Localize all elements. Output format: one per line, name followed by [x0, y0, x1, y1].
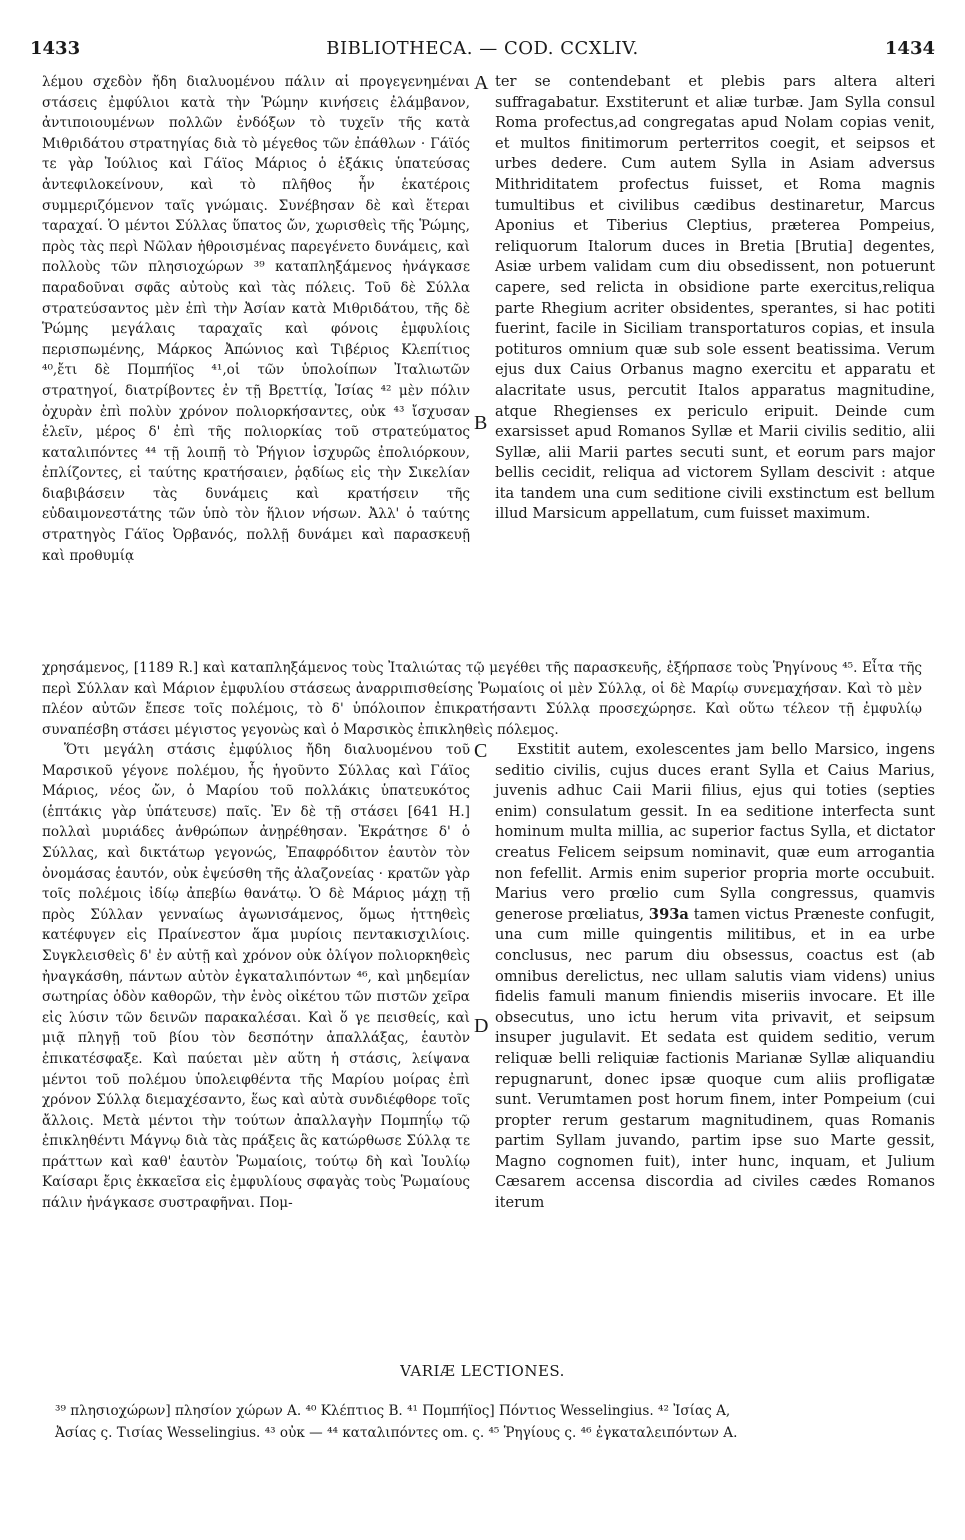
greek-full-width-block [42, 658, 922, 740]
greek-column-bottom [42, 740, 470, 1214]
greek-column-top [42, 72, 470, 566]
page-header [30, 38, 935, 66]
margin-letter-b: B [474, 412, 488, 434]
latin-text-2b: tamen victus Præneste confugit, una cum mille quingentis militibus, et in ea urbe conclusus, nec parum diu obsessus, coactus est (ab omnibus derelictus, nec ullam salutis viam videns) unius fidelis famuli manum finiendis miseriis invocare. Et ille obsecutus, uno ictu herum vita privavit, et seipsum insuper jugulavit. Et sedata est quidem seditio, verum reliquæ belli reliquiæ factionis Marianæ Syllæ aliquandiu repugnarunt, donec ipsæ quoque cum aliis profligatæ sunt. Verumtamen post horum finem, inter Pompeium (cui propter rerum gestarum magnitudinem, quas Romanis partim Syllam juvando, partim ipse suo Marte gessit, Magno cognomen fuit), inter hunc, inquam, et Julium Cæsarem accensa discordia ad civiles cædes Romanos iterum [495, 905, 936, 1212]
margin-letter-d: D [474, 1015, 489, 1037]
greek-text-1: λέμου σχεδὸν ἤδη διαλυομένου πάλιν αἱ προγεγενημέναι στάσεις ἐμφύλιοι κατὰ τὴν Ῥώμην κινήσεις ἐλάμβανον, ἀντιποιουμένων πολλῶν ἐνδόξων τὸ τυχεῖν τῆς κατὰ Μιθριδάτου στρατηγίας διὰ τὸ μέγεθος τῶν ἐπάθλων · Γάϊός τε γὰρ Ἰούλιος καὶ Γάϊος Μάριος ὁ ἑξάκις ὑπατεύσας ἀντεφιλοκείνουν, καὶ τὸ πλῆθος ἦν ἑκατέροις συμμεριζόμενον ταῖς γνώμαις. Συνέβησαν δὲ καὶ ἕτεραι ταραχαί. Ὁ μέντοι Σύλλας ὕπατος ὤν, χωρισθεὶς τῆς Ῥώμης, πρὸς τὰς περὶ Νῶλαν ἠθροισμένας παρεγένετο δυνάμεις, καὶ πολλοὺς τῶν πλησιοχώρων ³⁹ καταπληξάμενος ἠνάγκασε παραδοῦναι σφᾶς αὐτοὺς καὶ τὰς πόλεις. Τοῦ δὲ Σύλλα στρατεύσαντος μὲν ἐπὶ τὴν Ἀσίαν κατὰ Μιθριδάτου, τῆς δὲ Ῥώμης μεγάλαις ταραχαῖς καὶ φόνοις ἐμφυλίοις περισπωμένης, Μάρκος Ἀπώνιος καὶ Τιβέριος Κλεπίτιος ⁴⁰,ἔτι δὲ Πομπήϊος ⁴¹,οἱ τῶν ὑπολοίπων Ἰταλιωτῶν στρατηγοί, διατρίβοντες ἐν τῇ Βρεττίᾳ, Ἰσίας ⁴² μὲν πόλιν ὀχυρὰν ἐπὶ πολὺν χρόνον πολιορκήσαντες, οὐκ ⁴³ ἴσχυσαν ἑλεῖν, μέρος δ' ἐπὶ τῆς πολιορκίας τοῦ στρατεύματος καταλιπόντες ⁴⁴ τῇ λοιπῇ τὸ Ῥήγιον ἰσχυρῶς ἐπολιόρκουν, ἐπλίζοντες, εἰ ταύτης κρατήσαιεν, ῥᾳδίως εἰς τὴν Σικελίαν διαβιβάσειν τὰς δυνάμεις καὶ κρατήσειν τῆς εὐδαιμονεστάτης τῶν ὑπὸ τὸν ἥλιον νήσων. Ἀλλ' ὁ ταύτης στρατηγὸς Γάϊος Ὀρβανός, πολλῇ δυνάμει καὶ παρασκευῇ καὶ προθυμίᾳ [42, 74, 470, 564]
latin-column-bottom [495, 740, 935, 1214]
running-title: BIBLIOTHECA. — COD. CCXLIV. [326, 38, 639, 59]
greek-text-2: Ὅτι μεγάλη στάσις ἐμφύλιος ἤδη διαλυομένου τοῦ Μαρσικοῦ γέγονε πολέμου, ἧς ἡγοῦντο Σύλλας καὶ Γάϊος Μάριος, νέος ὤν, ὁ Μαρίου τοῦ πολλάκις ὑπατευκότος (ἑπτάκις γὰρ ὑπάτευσε) παῖς. Ἐν δὲ τῇ στάσει [641 H.] πολλαὶ μυριάδες ἀνθρώπων ἀνῃρέθησαν. Ἐκράτησε δ' ὁ Σύλλας, καὶ δικτάτωρ γεγονώς, Ἐπαφρόδιτον ἑαυτὸν τὸν ὀνομάσας ἑαυτόν, οὐκ ἐψεύσθη τῆς ἀλαζονείας · κρατῶν γὰρ τοῖς πολέμοις ἰδίῳ ἀπεβίω θανάτῳ. Ὁ δὲ Μάριος μάχῃ τῇ πρὸς Σύλλαν γενναίως ἀγωνισάμενος, ὅμως ἡττηθεὶς κατέφυγεν εἰς Πραίνεστον ἅμα μυρίοις πεντακισχιλίοις. Συγκλεισθεὶς δ' ἐν αὐτῇ καὶ χρόνον οὐκ ὀλίγον πολιορκηθεὶς ἠναγκάσθη, πάντων αὐτὸν ἐγκαταλιπόντων ⁴⁶, καὶ μηδεμίαν σωτηρίας ὁδὸν καθορῶν, τὴν ἑνὸς οἰκέτου τῶν πιστῶν χεῖρα εἰς λύσιν τῶν δεινῶν παρακαλέσαι. Καὶ ὅ γε πεισθείς, καὶ μιᾷ πληγῇ τοῦ βίου τὸν δεσπότην ἀπαλλάξας, ἑαυτὸν ἐπικατέσφαξε. Καὶ παύεται μὲν αὕτη ἡ στάσις, λείψανα μέντοι τοῦ πολέμου ὑπολειφθέντα τῆς Μαρίου μοίρας ἐπὶ χρόνον Σύλλᾳ διεμαχέσαντο, ἕως καὶ αὐτὰ συνδιέφθορε τοῖς ἄλλοις. Μετὰ μέντοι τὴν τούτων ἀπαλλαγὴν Πομπηΐῳ τῷ ἐπικληθέντι Μάγνῳ διὰ τὰς πράξεις ἃς κατώρθωσε Σύλλᾳ τε πράττων καὶ καθ' ἑαυτὸν Ῥωμαίοις, τούτῳ δὴ καὶ Ἰουλίῳ Καίσαρι ἔρις ἐκκαεῖσα εἰς ἐμφυλίους σφαγὰς τοὺς Ῥωμαίους πάλιν ἠνάγκασε συστραφῆναι. Πομ- [42, 742, 470, 1212]
notes-line-1: ³⁹ πλησιοχώρων] πλησίον χώρων A. ⁴⁰ Κλέπτιος B. ⁴¹ Πομπήϊος] Πόντιος Wesselingius. ⁴² Ἰσίας A, [55, 1403, 731, 1419]
page-number-left: 1433 [30, 38, 81, 59]
latin-text-2a: Exstitit autem, exolescentes jam bello Marsico, ingens seditio civilis, cujus duces erant Sylla et Caius Marius, juvenis adhuc Caii Marii filius, ejus qui toties (septies enim) consulatum gessit. In ea seditione interfecta sunt hominum multa millia, ac superior factus Sylla, et dictator creatus Felicem seipsum nominavit, quæ eum arrogantia non fefellit. Armis enim superior propria morte occubuit. Marius vero prœlio cum Sylla congressus, quamvis generose prœliatus, [495, 741, 935, 923]
variant-readings-notes [55, 1400, 935, 1444]
variae-lectiones-heading: VARIÆ LECTIONES. [400, 1362, 565, 1380]
marginal-reference-393a: 393a [648, 905, 689, 923]
latin-text-2 [495, 740, 935, 1214]
margin-letter-a: A [474, 72, 489, 94]
notes-line-2: Ἀσίας ς. Τισίας Wesselingius. ⁴³ οὐκ — ⁴⁴ καταλιπόντες om. ς. ⁴⁵ Ῥηγίους ς. ⁴⁶ ἐγκαταλειπόντων A. [55, 1425, 738, 1441]
page-number-right: 1434 [884, 38, 935, 59]
latin-column-top [495, 72, 935, 525]
margin-letter-c: C [474, 740, 488, 762]
latin-text-1: ter se contendebant et plebis pars altera alteri suffragabatur. Exstiterunt et aliæ turbæ. Jam Sylla consul Roma profectus,ad congregatas apud Nolam copias venit, et multos finitimorum perterritos coegit, et seipsos et urbes dedere. Cum autem Sylla in Asiam adversus Mithriditatem profectus fuisset, et Roma magnis tumultibus et civilibus cædibus destinaretur, Marcus Aponius et Tiberius Cleptius, præterea Pompeius, reliquorum Italorum duces in Bretia [Brutia] degentes, Asiæ urbem validam cum diu obsedissent, non potuerunt capere, sed relicta in obsidione parte exercitus,reliqua parte Rhegium acriter obsidentes, sperantes, si hac potiti fuerint, facile in Siciliam transportaturos copias, et insula potituros omnium quæ sub sole essent beatissima. Verum ejus dux Caius Orbanus magno exercitu et apparatu et alacritate usus, percutit Italos apparatus magnitudine, atque Rhegienses ex periculo eripuit. Deinde cum exarsisset apud Romanos Syllæ et Marii civilis seditio, alii Syllæ, alii Marii partes secuti sunt, et eorum pars major bellis cecidit, reliqua ad victorem Syllam descivit : atque ita tandem una cum seditione civili exstinctum est bellum illud Marsicum appellatum, cum fuisset maximum. [495, 73, 935, 523]
greek-full-text: χρησάμενος, [1189 R.] καὶ καταπληξάμενος τοὺς Ἰταλιώτας τῷ μεγέθει τῆς παρασκευῆς, ἐξήρπασε τοὺς Ῥηγίνους ⁴⁵. Εἶτα τῆς περὶ Σύλλαν καὶ Μάριον ἐμφυλίου στάσεως ἀναρριπισθείσης Ῥωμαίοις οἱ μὲν Σύλλᾳ, οἱ δὲ Μαρίῳ συνεμαχήσαν. Καὶ τὸ μὲν πλέον αὐτῶν ἔπεσε τοῖς πολέμοις, τὸ δ' ὑπόλοιπον ἐπικρατήσαντι Σύλλᾳ προσεχώρησε. Καὶ οὕτω τέλεον τῇ ἐμφυλίῳ συναπέσβη στάσει μέγιστος γεγονὼς καὶ ὁ Μαρσικὸς ἐπικληθεὶς πόλεμος. [42, 660, 922, 738]
